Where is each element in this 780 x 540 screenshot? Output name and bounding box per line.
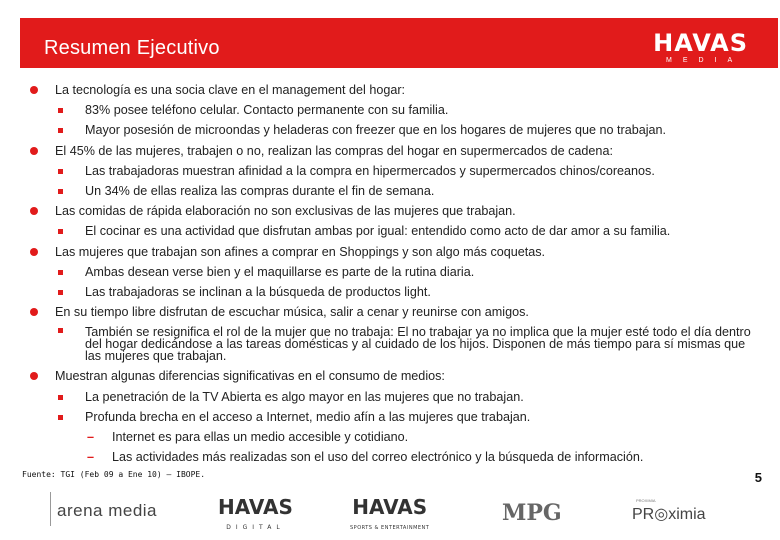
- sub-sub-bullet: – Internet es para ellas un medio accesible y cotidiano.: [27, 427, 762, 447]
- havas-sports-name: HAVAS: [352, 495, 428, 519]
- sub-sub-bullet: – Las actividades más realizadas son el uso del correo electrónico y la búsqueda de información.: [27, 447, 762, 467]
- sub-bullet: También se resignifica el rol de la mujer que no trabaja: El no trabajar ya no implica que la mujer esté todo el día dentro del hogar dedicándose a las tareas domésticas y al cuidado de los hijos. Disponen de más tiempo para sí mismas que las mujeres que trabajan.: [27, 322, 762, 366]
- havas-logo-text: HAVAS: [653, 29, 748, 57]
- media-logo-text: MEDIA: [665, 57, 744, 64]
- havas-sports-logo: [350, 495, 430, 537]
- proximia-pre-label: PROXIMIA: [636, 498, 656, 503]
- slide-header: [20, 18, 778, 68]
- havas-digital-sub: DIGITAL: [226, 524, 285, 531]
- bullet-1: La tecnología es una socia clave en el management del hogar:: [27, 80, 762, 100]
- sub-bullet: La penetración de la TV Abierta es algo mayor en las mujeres que no trabajan.: [27, 387, 762, 407]
- sub-bullet: Un 34% de ellas realiza las compras durante el fin de semana.: [27, 181, 762, 201]
- bullet-5: En su tiempo libre disfrutan de escuchar música, salir a cenar y reunirse con amigos.: [27, 302, 762, 322]
- proximia-logo: [632, 498, 706, 524]
- sub-bullet: Ambas desean verse bien y el maquillarse es parte de la rutina diaria.: [27, 262, 762, 282]
- havas-media-logo: [653, 29, 748, 64]
- arena-media-logo: arena media: [50, 492, 157, 526]
- source-footnote: Fuente: TGI (Feb 09 a Ene 10) – IBOPE.: [22, 470, 206, 479]
- sub-bullet: 83% posee teléfono celular. Contacto permanente con su familia.: [27, 100, 762, 120]
- page-number: 5: [754, 470, 762, 485]
- proximia-name: PR◎ximia: [632, 506, 706, 523]
- sub-bullet: El cocinar es una actividad que disfrutan ambas por igual: entendido como acto de dar amor a su familia.: [27, 221, 762, 241]
- summary-list: [27, 80, 762, 467]
- havas-digital-logo: [218, 495, 293, 537]
- slide-title: Resumen Ejecutivo: [44, 37, 220, 59]
- mpg-logo: MPG: [502, 500, 562, 526]
- sub-bullet: Las trabajadoras muestran afinidad a la compra en hipermercados y supermercados chinos/coreanos.: [27, 161, 762, 181]
- bullet-6: Muestran algunas diferencias significativas en el consumo de medios:: [27, 366, 762, 386]
- bullet-4: Las mujeres que trabajan son afines a comprar en Shoppings y son algo más coquetas.: [27, 242, 762, 262]
- bullet-3: Las comidas de rápida elaboración no son exclusivas de las mujeres que trabajan.: [27, 201, 762, 221]
- sub-bullet: Profunda brecha en el acceso a Internet, medio afín a las mujeres que trabajan.: [27, 407, 762, 427]
- bullet-2: El 45% de las mujeres, trabajen o no, realizan las compras del hogar en supermercados de cadena:: [27, 141, 762, 161]
- sub-bullet: Mayor posesión de microondas y heladeras con freezer que en los hogares de mujeres que no trabajan.: [27, 120, 762, 140]
- havas-sports-sub: SPORTS & ENTERTAINMENT: [350, 525, 430, 531]
- footer-logos: [0, 490, 780, 540]
- havas-digital-name: HAVAS: [218, 495, 293, 519]
- sub-bullet: Las trabajadoras se inclinan a la búsqueda de productos light.: [27, 282, 762, 302]
